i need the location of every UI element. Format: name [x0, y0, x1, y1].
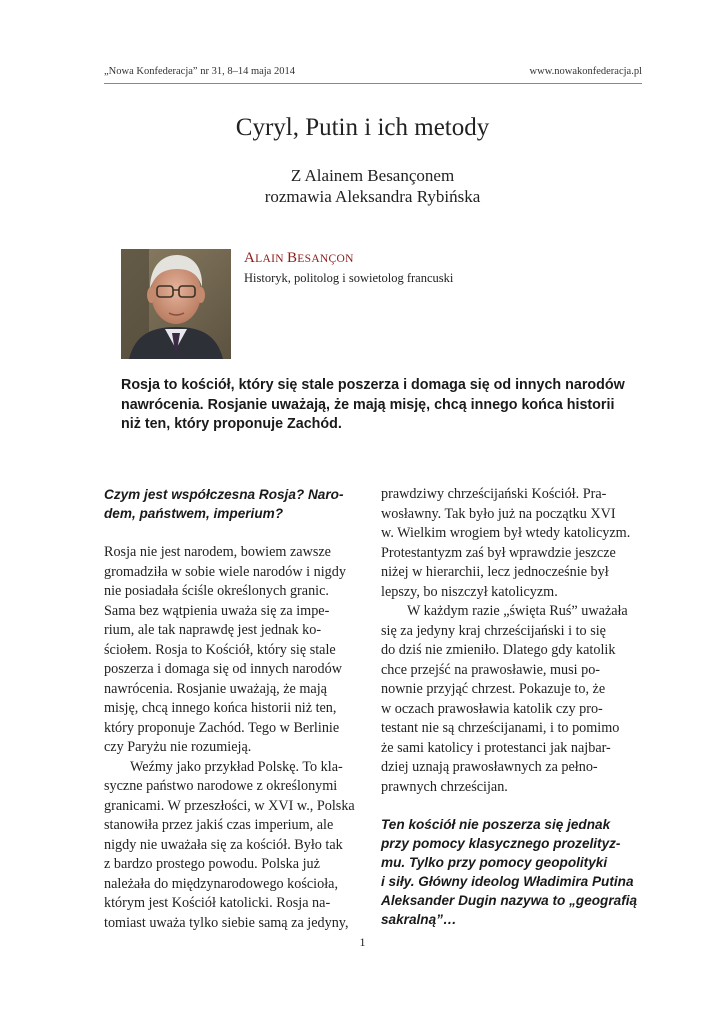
text-line: którym jest Kościół katolicki. Rosja na- — [104, 895, 331, 911]
text-line: misję, chcą innego końca historii niż ten, — [104, 700, 337, 716]
author-name — [244, 250, 354, 267]
interview-question — [104, 485, 364, 523]
interview-question — [381, 815, 641, 929]
portrait-image — [121, 249, 231, 359]
text-line: granicami. W przeszłości, w XVI w., Polska — [104, 797, 355, 814]
text-line: do dziś nie zmieniło. Dlatego gdy katolik — [381, 642, 616, 658]
text-line: w. Wielkim wrogiem był wtedy katolicyzm. — [381, 525, 631, 541]
text-line: poszerza i domaga się od innych narodów — [104, 661, 342, 677]
article-title: Cyryl, Putin i ich metody — [235, 114, 490, 141]
article-subtitle — [0, 165, 725, 207]
author-name-initial: B — [286, 250, 298, 266]
question-line: przy pomocy klasycznego prozelityz- — [381, 836, 621, 851]
author-portrait — [121, 249, 231, 359]
text-line: lepszy, bo niszczył katolicyzm. — [381, 583, 558, 600]
page-number: 1 — [359, 935, 366, 949]
text-line: wosławny. Tak było już na początku XVI — [381, 505, 616, 522]
text-line: dziej uznają prawosławnych za pełno- — [381, 759, 598, 775]
text-line: czy Paryżu nie rozumieją. — [104, 739, 252, 755]
text-line: w oczach prawosławia katolik czy pro- — [381, 700, 603, 717]
text-column-left — [104, 485, 364, 933]
text-line: chce przejść na prawosławie, musi po- — [381, 661, 601, 678]
subtitle-line: Z Alainem Besançonem — [290, 166, 455, 185]
text-line: ściołem. Rosja to Kościół, który się stale — [104, 641, 336, 658]
text-line: że sami katolicy i protestanci jak najbar- — [381, 739, 611, 756]
header-divider — [104, 83, 642, 84]
article-lead — [121, 376, 631, 435]
author-name-initial: A — [244, 250, 256, 266]
author-name-part: LAIN — [255, 253, 287, 265]
author-name-part: ESANÇON — [297, 253, 354, 265]
text-line: gromadziła w sobie wiele narodów i nigdy — [104, 563, 346, 580]
journal-issue-label: „Nowa Konfederacja” nr 31, 8–14 maja 2014 — [104, 66, 295, 77]
text-line: tomiast uważa tylko siebie samą za jedyny, — [104, 914, 349, 931]
text-line: prawnych chrześcijan. — [381, 778, 508, 795]
question-line: sakralną”… — [381, 912, 457, 927]
lead-line: niż ten, który proponuje Zachód. — [121, 416, 342, 432]
answer-paragraph — [381, 485, 641, 602]
text-line: nie posiadała ściśle określonych granic. — [104, 583, 329, 599]
text-line: W każdym razie „święta Ruś” uważała — [407, 603, 628, 619]
text-line: stanowiła przez jakiś czas imperium, ale — [104, 817, 334, 833]
text-line: rium, ale tak naprawdę jest jednak ko- — [104, 622, 322, 638]
text-line: Rosja nie jest narodem, bowiem zawsze — [104, 544, 331, 560]
text-line: który proponuje Zachód. Tego w Berlinie — [104, 719, 340, 736]
text-line: się za jedyny kraj chrześcijański i to się — [381, 622, 606, 639]
text-line: Protestantyzm zaś był wprawdzie jeszcze — [381, 544, 616, 561]
author-description: Historyk, politolog i sowietolog francuski — [244, 271, 454, 285]
question-line: Aleksander Dugin nazywa to „geografią — [381, 893, 638, 908]
subtitle-line: rozmawia Aleksandra Rybińska — [264, 187, 481, 206]
text-line: z bardzo prostego powodu. Polska już — [104, 856, 320, 872]
text-line: prawdziwy chrześcijański Kościół. Pra- — [381, 486, 607, 502]
answer-paragraph — [104, 543, 364, 758]
text-line: testant nie są chrześcijanami, i to pomimo — [381, 720, 620, 736]
lead-line: Rosja to kościół, który się stale poszerza i domaga się od innych narodów — [121, 377, 625, 393]
text-line: nownie przyjąć chrzest. Pokazuje to, że — [381, 681, 606, 697]
text-line: Weźmy jako przykład Polskę. To kla- — [130, 758, 343, 775]
text-line: Sama bez wątpienia uważa się za impe- — [104, 602, 330, 619]
text-line: niżej w hierarchii, lecz jednocześnie był — [381, 564, 609, 580]
text-line: nawrócenia. Rosjanie uważają, że mają — [104, 680, 327, 697]
answer-paragraph — [381, 602, 641, 797]
question-line: i siły. Główny ideolog Władimira Putina — [381, 874, 634, 889]
text-line: syczne państwo narodowe z określonymi — [104, 778, 338, 794]
answer-paragraph — [104, 758, 364, 934]
lead-line: nawrócenia. Rosjanie uważają, że mają misję, chcą innego końca historii — [121, 396, 615, 413]
text-line: należała do międzynarodowego kościoła, — [104, 875, 339, 892]
text-column-right — [381, 485, 641, 929]
question-line: mu. Tylko przy pomocy geopolityki — [381, 855, 608, 870]
text-line: nigdy nie uważała się za kościół. Było tak — [104, 836, 343, 853]
question-line: dem, państwem, imperium? — [104, 506, 284, 521]
website-label: www.nowakonfederacja.pl — [529, 66, 642, 77]
question-line: Czym jest współczesna Rosja? Naro- — [104, 487, 344, 502]
question-line: Ten kościół nie poszerza się jednak — [381, 817, 611, 832]
